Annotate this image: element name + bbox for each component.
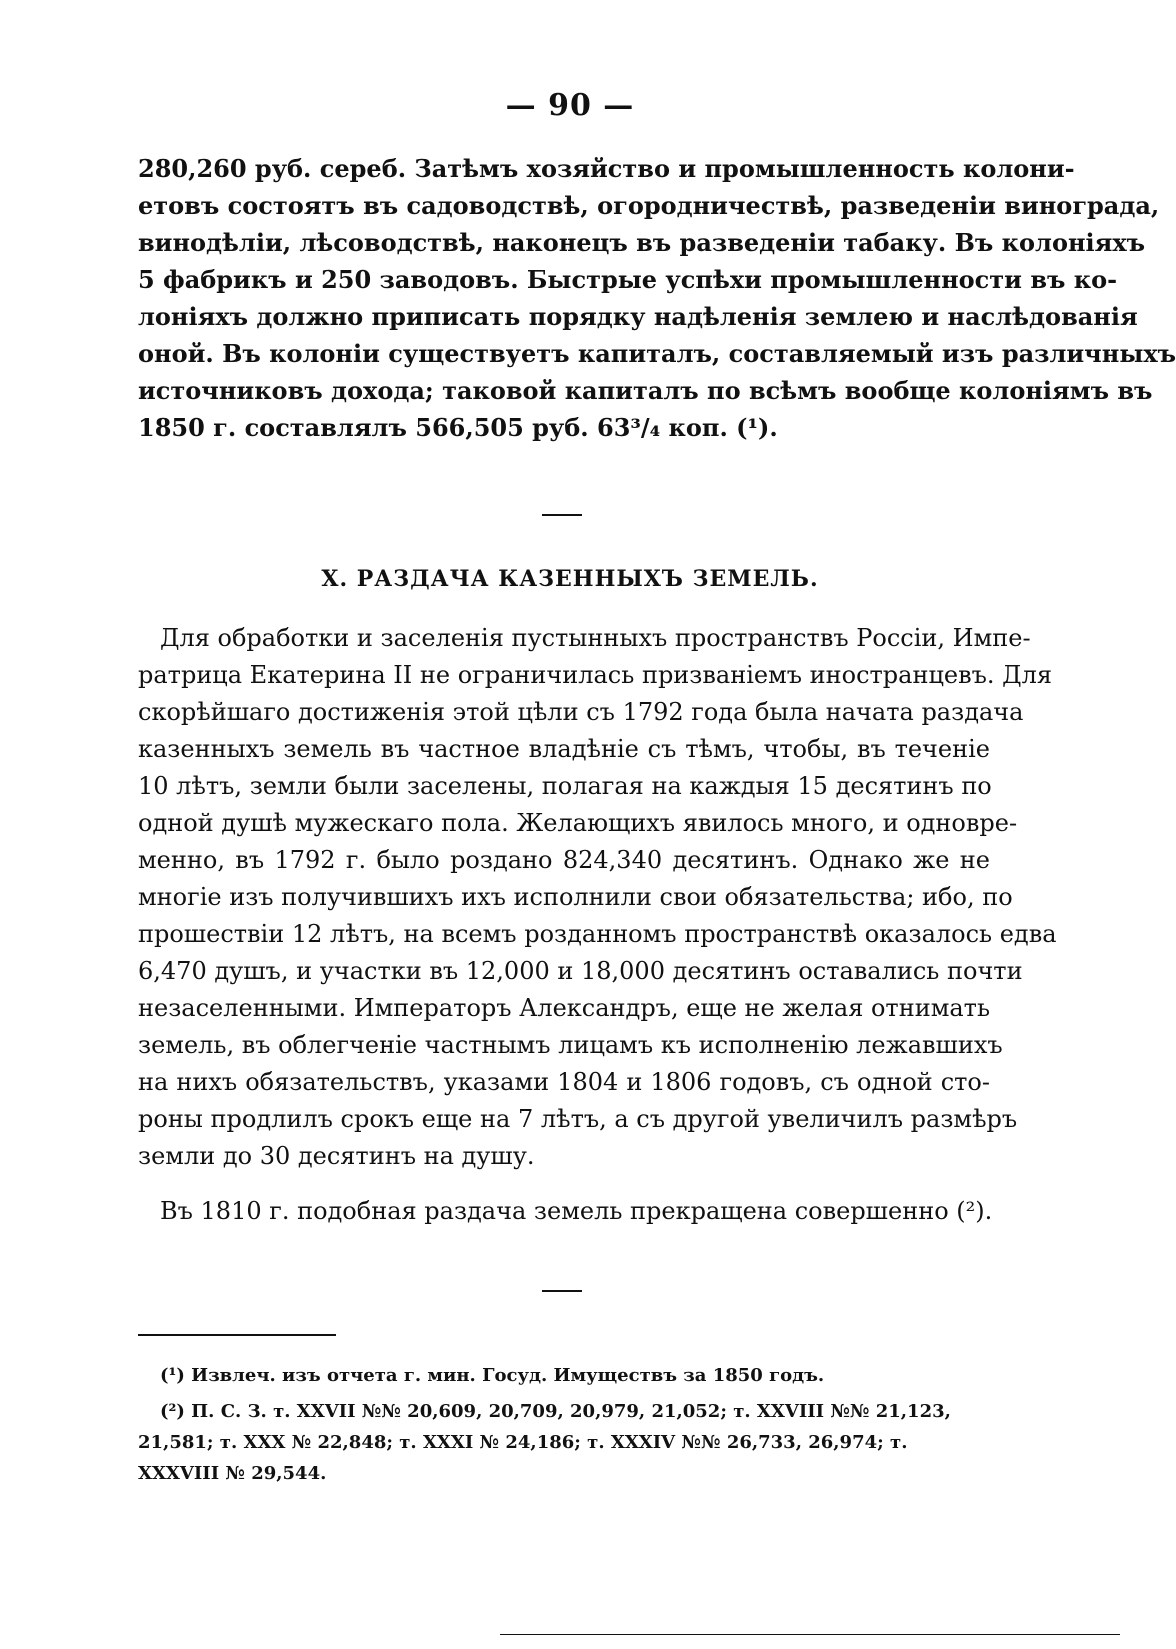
text-line: скорѣйшаго достиженія этой цѣли съ 1792 года была начата раздача <box>138 698 1024 726</box>
text-line: оной. Въ колоніи существуетъ капиталъ, составляемый изъ различныхъ <box>138 339 1176 368</box>
text-line: лоніяхъ должно приписать порядку надѣленія землею и наслѣдованія <box>138 302 1138 331</box>
text-line: источниковъ дохода; таковой капиталъ по всѣмъ вообще колоніямъ въ <box>138 376 1153 405</box>
page-number: — 90 — <box>505 88 635 123</box>
text-line: казенныхъ земель въ частное владѣніе съ тѣмъ, чтобы, въ теченіе <box>138 735 990 763</box>
text-line: етовъ состоятъ въ садоводствѣ, огородничествѣ, разведеніи винограда, <box>138 191 1160 220</box>
section-divider <box>542 1290 582 1292</box>
text-line: одной душѣ мужескаго пола. Желающихъ явилось много, и одновре- <box>138 809 1018 837</box>
text-line: 10 лѣтъ, земли были заселены, полагая на каждыя 15 десятинъ по <box>138 772 992 800</box>
text-line: ратрица Екатерина II не ограничилась призваніемъ иностранцевъ. Для <box>138 661 1053 689</box>
text-line: 6,470 душъ, и участки въ 12,000 и 18,000 десятинъ оставались почти <box>138 957 1023 985</box>
text-line: роны продлилъ срокъ еще на 7 лѣтъ, а съ другой увеличилъ размѣръ <box>138 1105 1018 1133</box>
footnote-2 <box>138 1396 990 1489</box>
section-divider <box>542 514 582 516</box>
text-line: 1850 г. составлялъ 566,505 руб. 63³/₄ коп. (¹). <box>138 413 778 442</box>
footnote-line: (¹) Извлеч. изъ отчета г. мин. Госуд. Имуществъ за 1850 годъ. <box>160 1365 825 1386</box>
text-line: многіе изъ получившихъ ихъ исполнили свои обязательства; ибо, по <box>138 883 1013 911</box>
footnote-line: XXXVIII № 29,544. <box>138 1463 327 1484</box>
footnote-line: 21,581; т. XXX № 22,848; т. XXXI № 24,186; т. XXXIV №№ 26,733, 26,974; т. <box>138 1432 908 1453</box>
text-line: Въ 1810 г. подобная раздача земель прекращена совершенно (²). <box>160 1197 993 1225</box>
footnote-rule <box>138 1334 336 1336</box>
section-title: X. РАЗДАЧА КАЗЕННЫХЪ ЗЕМЕЛЬ. <box>321 566 819 592</box>
text-line: прошествіи 12 лѣтъ, на всемъ розданномъ пространствѣ оказалось едва <box>138 920 1057 948</box>
text-line: земель, въ облегченіе частнымъ лицамъ къ исполненію лежавшихъ <box>138 1031 1003 1059</box>
text-line: винодѣліи, лѣсоводствѣ, наконецъ въ разведеніи табаку. Въ колоніяхъ <box>138 228 1146 257</box>
text-line: Для обработки и заселенія пустынныхъ пространствъ Россіи, Импе- <box>160 624 1031 652</box>
page-bottom-edge <box>500 1634 1120 1635</box>
text-line: земли до 30 десятинъ на душу. <box>138 1142 535 1170</box>
text-line: 280,260 руб. сереб. Затѣмъ хозяйство и промышленность колони- <box>138 154 1075 183</box>
paragraph-colonies-economy <box>138 150 1176 446</box>
footnote-line: (²) П. С. З. т. XXVII №№ 20,609, 20,709, 20,979, 21,052; т. XXVIII №№ 21,123, <box>160 1401 951 1422</box>
paragraph-1810-end <box>138 1193 993 1230</box>
text-line: 5 фабрикъ и 250 заводовъ. Быстрые успѣхи промышленности въ ко- <box>138 265 1118 294</box>
text-line: на нихъ обязательствъ, указами 1804 и 1806 годовъ, съ одной сто- <box>138 1068 990 1096</box>
footnote-1 <box>160 1360 1012 1391</box>
text-line: менно, въ 1792 г. было роздано 824,340 десятинъ. Однако же не <box>138 846 990 874</box>
text-line: незаселенными. Императоръ Александръ, еще не желая отнимать <box>138 994 991 1022</box>
paragraph-land-distribution <box>138 620 1057 1175</box>
